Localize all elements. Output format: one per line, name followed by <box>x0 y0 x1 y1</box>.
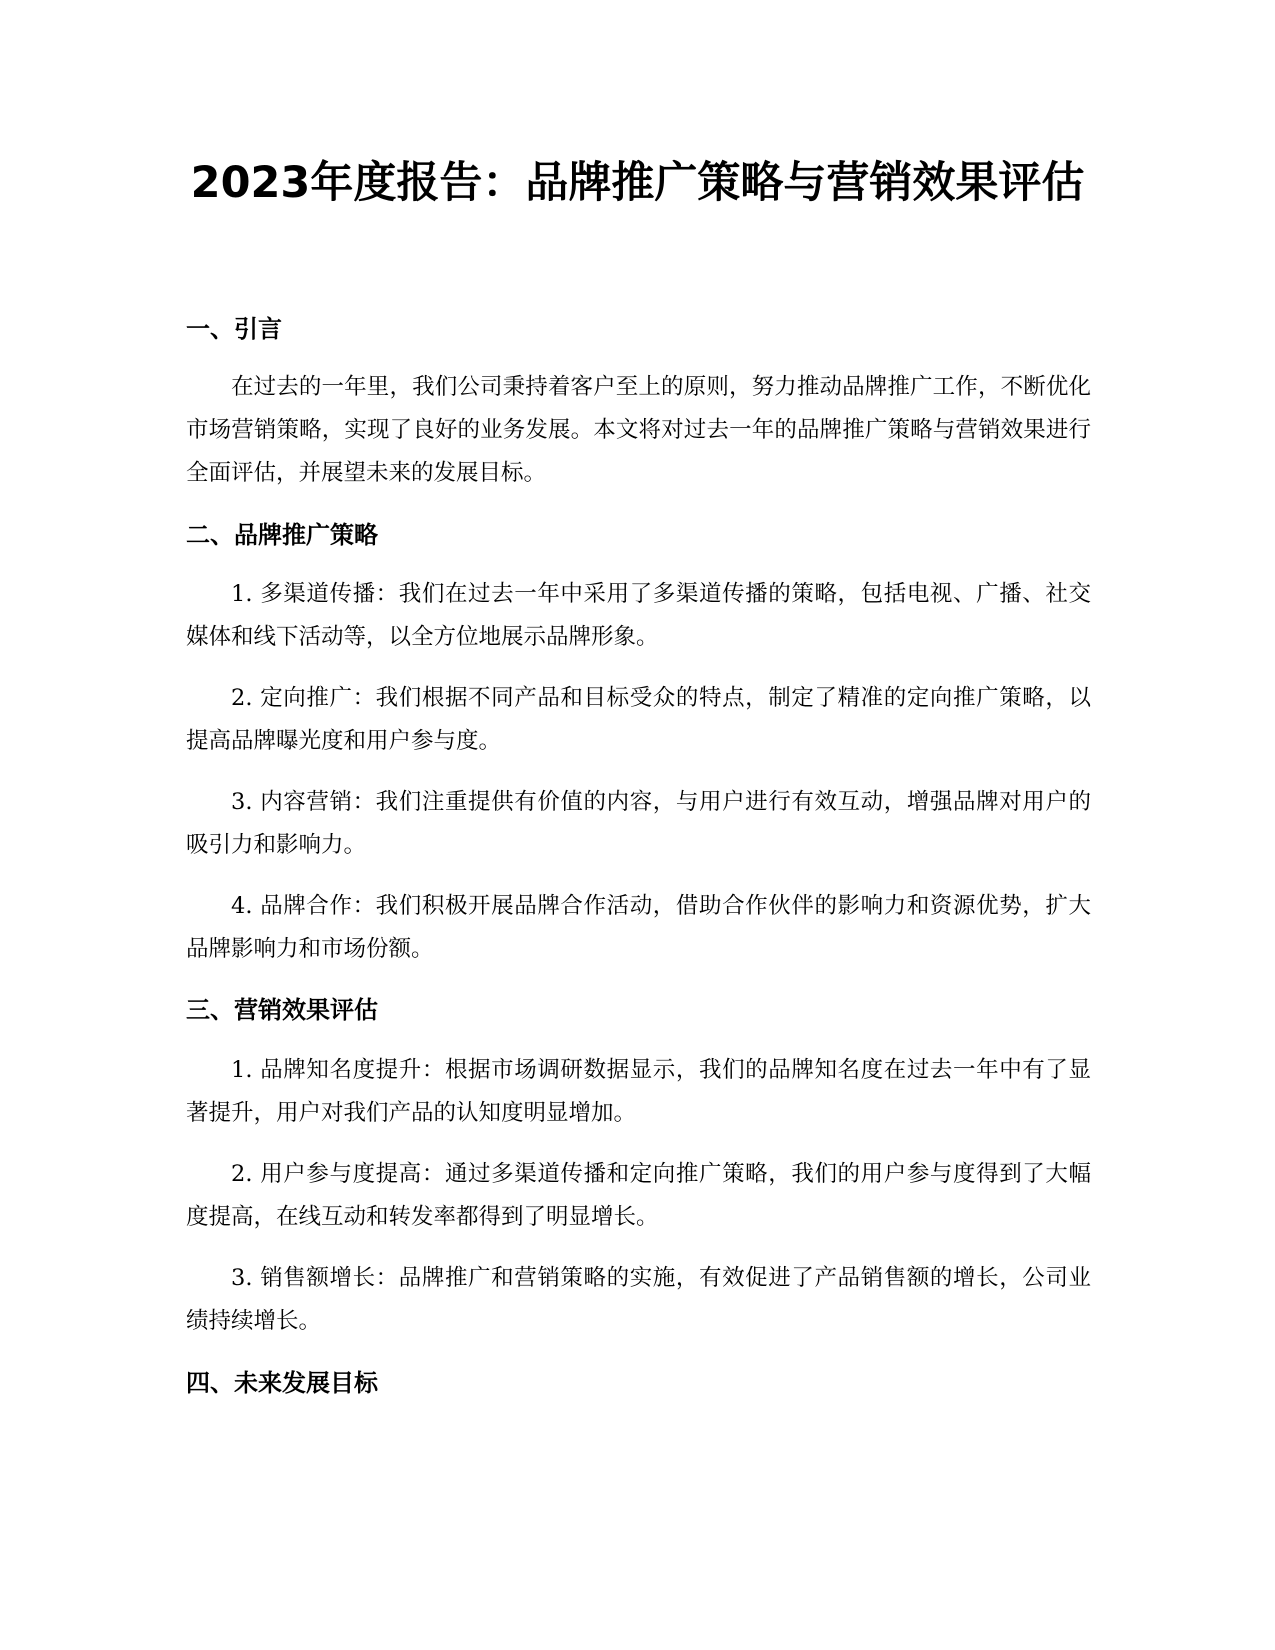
section-heading-evaluation: 三、营销效果评估 <box>186 996 378 1024</box>
intro-paragraph: 在过去的一年里，我们公司秉持着客户至上的原则，努力推动品牌推广工作，不断优化市场营销策略，实现了良好的业务发展。本文将对过去一年的品牌推广策略与营销效果进行全面评估，并展望未来的发展目标。 <box>186 374 1091 486</box>
strategy-item-2: 2. 定向推广：我们根据不同产品和目标受众的特点，制定了精准的定向推广策略，以提高品牌曝光度和用户参与度。 <box>186 685 1091 754</box>
strategy-item-1: 1. 多渠道传播：我们在过去一年中采用了多渠道传播的策略，包括电视、广播、社交媒体和线下活动等，以全方位地展示品牌形象。 <box>186 581 1091 650</box>
strategy-item-3: 3. 内容营销：我们注重提供有价值的内容，与用户进行有效互动，增强品牌对用户的吸引力和影响力。 <box>186 789 1091 858</box>
strategy-item-4: 4. 品牌合作：我们积极开展品牌合作活动，借助合作伙伴的影响力和资源优势，扩大品牌影响力和市场份额。 <box>186 893 1091 962</box>
section-heading-strategy: 二、品牌推广策略 <box>186 521 378 549</box>
section-heading-intro: 一、引言 <box>186 315 282 343</box>
document-title: 2023年度报告：品牌推广策略与营销效果评估 <box>190 158 1085 208</box>
section-heading-future-goals: 四、未来发展目标 <box>186 1369 378 1397</box>
evaluation-item-3: 3. 销售额增长：品牌推广和营销策略的实施，有效促进了产品销售额的增长，公司业绩持续增长。 <box>186 1265 1091 1334</box>
evaluation-item-2: 2. 用户参与度提高：通过多渠道传播和定向推广策略，我们的用户参与度得到了大幅度提高，在线互动和转发率都得到了明显增长。 <box>186 1161 1091 1230</box>
evaluation-item-1: 1. 品牌知名度提升：根据市场调研数据显示，我们的品牌知名度在过去一年中有了显著提升，用户对我们产品的认知度明显增加。 <box>186 1057 1091 1126</box>
